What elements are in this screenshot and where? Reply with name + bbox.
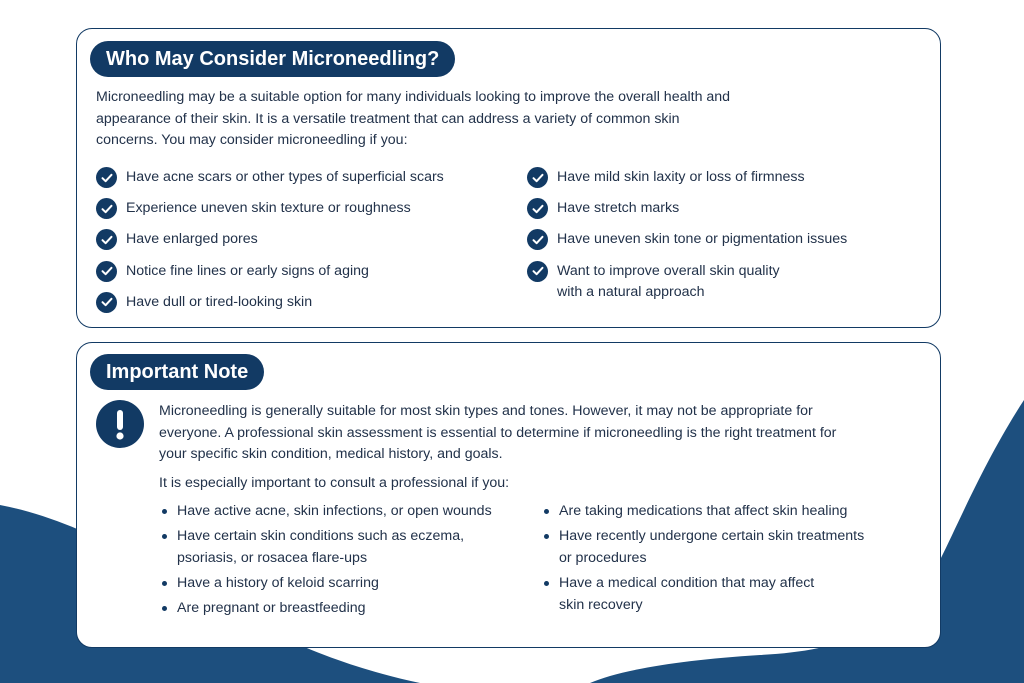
list-item bbox=[527, 198, 847, 229]
list-item bbox=[96, 198, 444, 229]
check-circle-icon bbox=[96, 261, 117, 282]
check-circle-icon bbox=[96, 167, 117, 188]
list-item-text: Have stretch marks bbox=[557, 200, 680, 217]
list-item: Have a history of keloid scarring bbox=[161, 572, 501, 594]
important-note-card bbox=[76, 342, 941, 648]
intro-paragraph: Microneedling may be a suitable option for many individuals looking to improve the overall health and appearance of their skin. It is a versatile treatment that can address a variety of common skin concerns. You may consider microneedling if you: bbox=[96, 89, 731, 148]
section-title: Important Note bbox=[90, 354, 264, 390]
list-item: Have certain skin conditions such as eczema, psoriasis, or rosacea flare-ups bbox=[161, 525, 471, 569]
check-circle-icon bbox=[96, 198, 117, 219]
list-item bbox=[96, 261, 444, 292]
who-may-consider-card bbox=[76, 28, 941, 328]
list-item bbox=[527, 261, 847, 304]
list-item: Are taking medications that affect skin healing bbox=[543, 500, 903, 522]
list-item-text: Experience uneven skin texture or roughness bbox=[126, 200, 411, 217]
bullet-list-right bbox=[543, 500, 903, 619]
list-item bbox=[96, 292, 444, 323]
bullet-list-left bbox=[161, 500, 501, 622]
list-item-text: Want to improve overall skin quality with a natural approach bbox=[557, 262, 780, 301]
check-circle-icon bbox=[96, 292, 117, 313]
list-item: Have a medical condition that may affect skin recovery bbox=[543, 572, 833, 616]
list-item-text: Have mild skin laxity or loss of firmness bbox=[557, 169, 805, 185]
list-item bbox=[527, 167, 847, 198]
check-circle-icon bbox=[527, 198, 548, 219]
list-item-text: Have dull or tired-looking skin bbox=[126, 293, 313, 310]
list-item: Have active acne, skin infections, or open wounds bbox=[161, 500, 501, 522]
list-item: Have recently undergone certain skin treatments or procedures bbox=[543, 525, 878, 569]
consult-line: It is especially important to consult a professional if you: bbox=[159, 475, 510, 491]
checklist-left bbox=[96, 167, 444, 323]
check-circle-icon bbox=[96, 229, 117, 250]
list-item-text: Have enlarged pores bbox=[126, 231, 258, 248]
note-paragraph: Microneedling is generally suitable for most skin types and tones. However, it may not be appropriate for everyone. A professional skin assessment is essential to determine if microneedling is the right treatment for your specific skin condition, medical history, and goals. bbox=[159, 403, 837, 462]
check-circle-icon bbox=[527, 261, 548, 282]
list-item-text: Have uneven skin tone or pigmentation issues bbox=[557, 231, 848, 248]
list-item-text: Have acne scars or other types of superficial scars bbox=[126, 169, 444, 185]
list-item bbox=[96, 167, 444, 198]
list-item bbox=[96, 229, 444, 260]
section-title: Who May Consider Microneedling? bbox=[90, 41, 455, 77]
list-item-text: Notice fine lines or early signs of aging bbox=[126, 262, 369, 279]
check-circle-icon bbox=[527, 167, 548, 188]
list-item bbox=[527, 229, 847, 260]
check-circle-icon bbox=[527, 229, 548, 250]
exclamation-icon bbox=[96, 400, 144, 448]
list-item: Are pregnant or breastfeeding bbox=[161, 597, 501, 619]
checklist-right bbox=[527, 167, 847, 304]
